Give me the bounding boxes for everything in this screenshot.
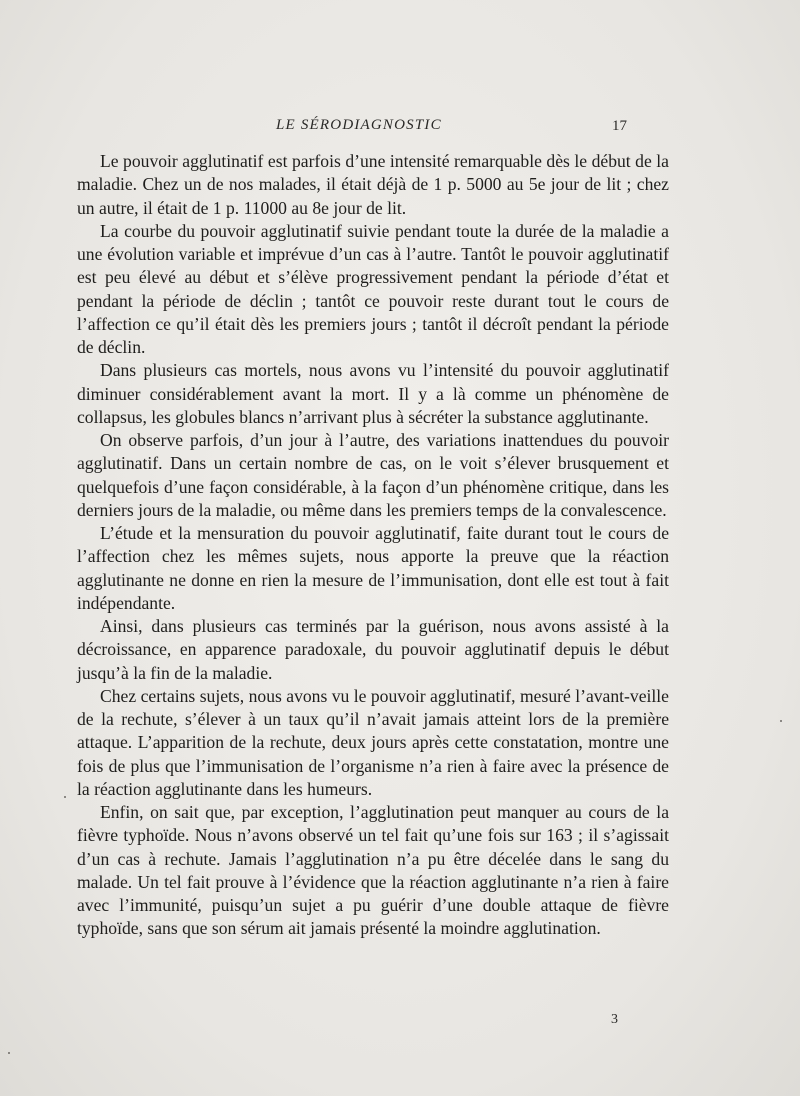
paper-speck [64, 796, 66, 798]
body-text [77, 150, 669, 941]
paper-speck [8, 1052, 10, 1054]
paragraph: La courbe du pouvoir agglutinatif suivie pendant toute la durée de la maladie a une évolution variable et imprévue d’un cas à l’autre. Tantôt le pouvoir agglutinatif est peu élevé au début et s’élève progressivement pendant la période d’état et pendant la période de déclin ; tantôt ce pouvoir reste durant tout le cours de l’affection ce qu’il était dès les premiers jours ; tantôt il décroît pendant la période de déclin. [77, 220, 669, 357]
paragraph: Le pouvoir agglutinatif est parfois d’une intensité remarquable dès le début de la maladie. Chez un de nos malades, il était déjà de 1 p. 5000 au 5e jour de lit ; chez un autre, il était de 1 p. 11000 au 8e jour de lit. [77, 151, 669, 218]
paragraph: Dans plusieurs cas mortels, nous avons vu l’intensité du pouvoir agglutinatif diminuer considérablement avant la mort. Il y a là comme un phénomène de collapsus, les globules blancs n’arrivant plus à sécréter la substance agglutinante. [77, 360, 669, 427]
running-title: LE SÉRODIAGNOSTIC [276, 117, 442, 133]
paragraph: L’étude et la mensuration du pouvoir agglutinatif, faite durant tout le cours de l’affection chez les mêmes sujets, nous apporte la preuve que la réaction agglutinante ne donne en rien la mesure de l’immunisation, dont elle est tout à fait indépendante. [77, 523, 669, 613]
paragraph: Ainsi, dans plusieurs cas terminés par la guérison, nous avons assisté à la décroissance, en apparence paradoxale, du pouvoir agglutinatif depuis le début jusqu’à la fin de la maladie. [77, 616, 669, 683]
signature-mark: 3 [611, 1012, 618, 1027]
paragraph: On observe parfois, d’un jour à l’autre, des variations inattendues du pouvoir agglutinatif. Dans un certain nombre de cas, on le voit s’élever brusquement et quelquefois d’une façon considérable, à la façon d’un phénomène critique, dans les derniers jours de la maladie, ou même dans les premiers temps de la convalescence. [77, 430, 669, 520]
paragraph: Enfin, on sait que, par exception, l’agglutination peut manquer au cours de la fièvre typhoïde. Nous n’avons observé un tel fait qu’une fois sur 163 ; il s’agissait d’un cas à rechute. Jamais l’agglutination n’a pu être décelée dans le sang du malade. Un tel fait prouve à l’évidence que la réaction agglutinante n’a rien à faire avec l’immunité, puisqu’un sujet a pu guérir d’une double attaque de fièvre typhoïde, sans que son sérum ait jamais présenté la moindre agglutination. [77, 802, 669, 939]
paragraph: Chez certains sujets, nous avons vu le pouvoir agglutinatif, mesuré l’avant-veille de la rechute, s’élever à un taux qu’il n’avait jamais atteint lors de la première attaque. L’apparition de la rechute, deux jours après cette constatation, montre une fois de plus que l’immunisation de l’organisme n’a rien à faire avec la présence de la réaction agglutinante dans les humeurs. [77, 685, 669, 799]
paper-speck [780, 720, 782, 722]
page-number: 17 [612, 118, 627, 134]
